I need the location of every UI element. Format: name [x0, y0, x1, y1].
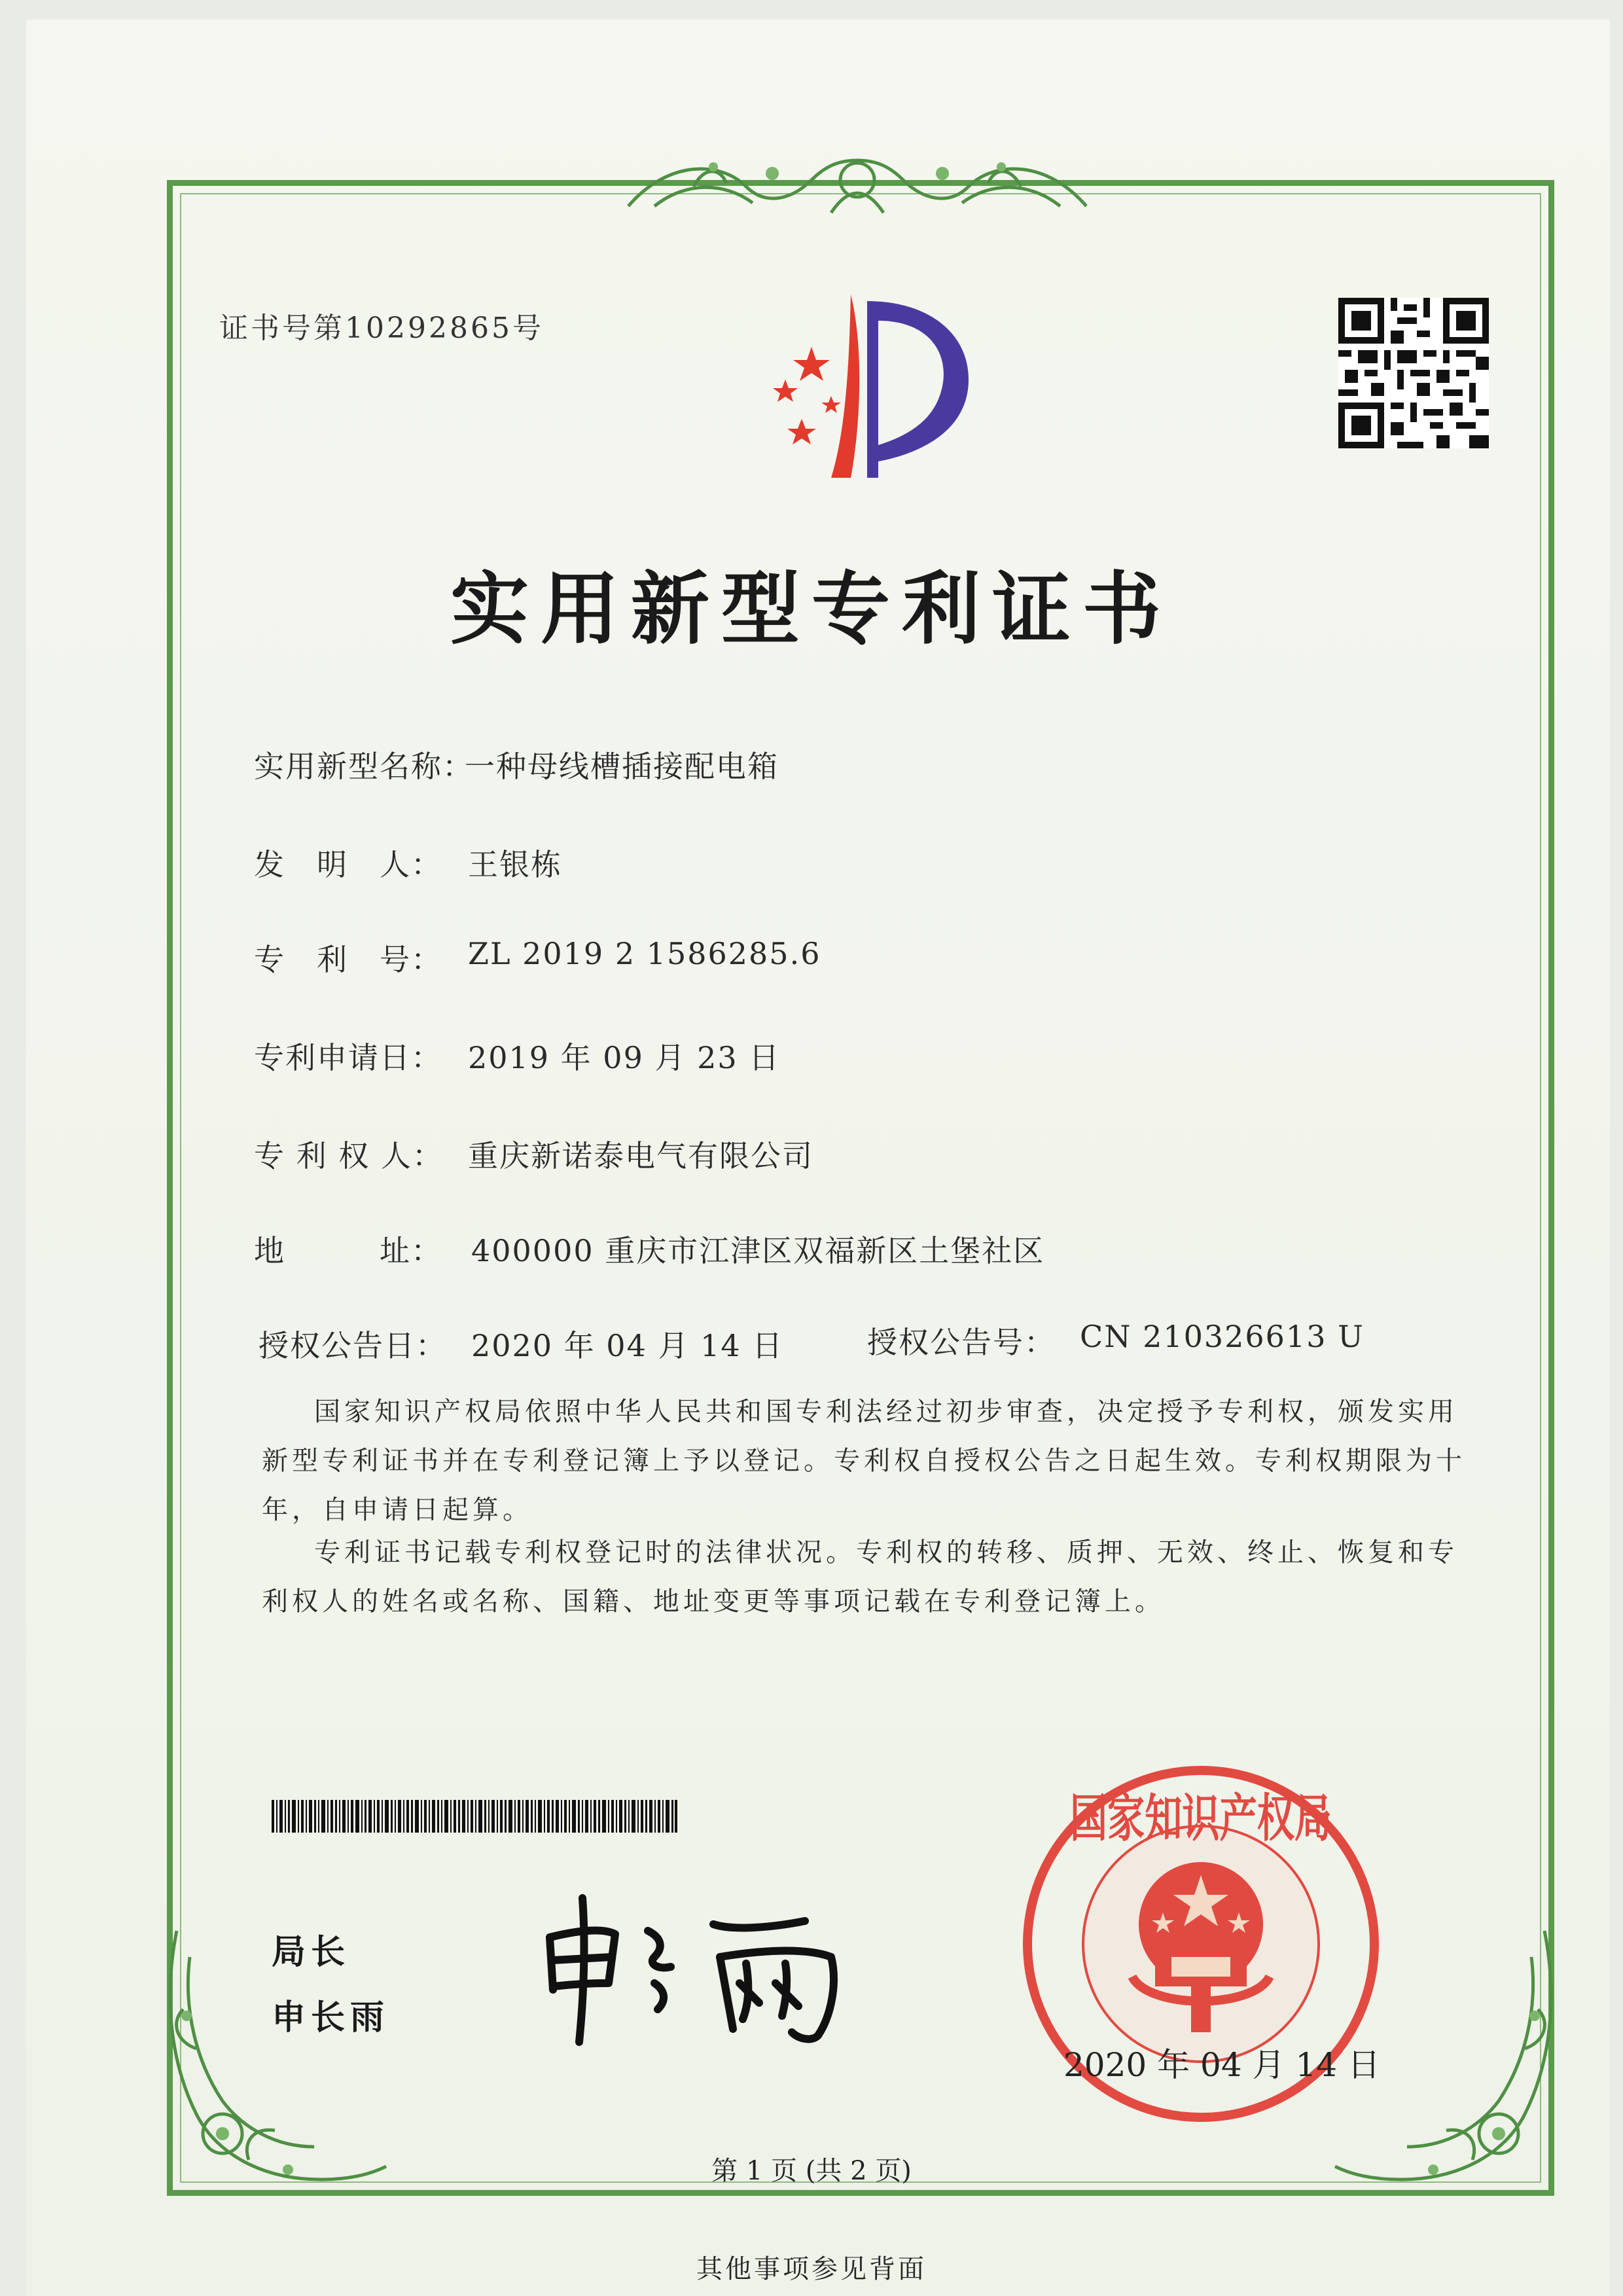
- certificate-number: 证书号第10292865号: [219, 312, 544, 345]
- qr-code-icon: [1338, 298, 1489, 448]
- certificate-title: 实用新型专利证书: [450, 563, 1173, 655]
- field-label-name: 实用新型名称：: [254, 749, 474, 784]
- field-value-announcement-no: CN 210326613 U: [1080, 1319, 1364, 1354]
- field-label-application-date: 专利申请日：: [254, 1040, 442, 1075]
- field-label-grant-date: 授权公告日：: [259, 1328, 447, 1363]
- top-ornament-icon: [615, 134, 1099, 226]
- statement-paragraph-2: 专利证书记载专利权登记时的法律状况。专利权的转移、质押、无效、终止、恢复和专利权人的姓名或名称、国籍、地址变更等事项记载在专利登记簿上。: [262, 1537, 1458, 1617]
- director-name: 申长雨: [272, 1998, 390, 2037]
- seal-date: 2020 年 04 月 14 日: [1063, 2046, 1380, 2084]
- field-label-inventor: 发 明 人：: [254, 847, 442, 882]
- field-value-address: 400000 重庆市江津区双福新区土堡社区: [471, 1233, 1045, 1268]
- page-indicator: 第 1 页 (共 2 页): [711, 2156, 912, 2186]
- field-label-patent-no: 专 利 号：: [254, 942, 442, 977]
- statement-paragraph-1: 国家知识产权局依照中华人民共和国专利法经过初步审查，决定授予专利权，颁发实用新型专利证书并在专利登记簿上予以登记。专利权自授权公告之日起生效。专利权期限为十年，自申请日起算。: [262, 1397, 1466, 1525]
- footer-note: 其他事项参见背面: [696, 2254, 927, 2284]
- signature-icon: [524, 1885, 890, 2055]
- field-label-address: 地 址：: [254, 1233, 442, 1268]
- field-value-patentee: 重庆新诺泰电气有限公司: [468, 1138, 813, 1174]
- seal-text: 国家知识产权局: [1070, 1789, 1332, 1848]
- field-value-patent-no: ZL 2019 2 1586285.6: [468, 936, 821, 971]
- field-value-grant-date: 2020 年 04 月 14 日: [471, 1328, 784, 1363]
- field-value-inventor: 王银栋: [468, 847, 562, 882]
- field-label-patentee: 专 利 权 人：: [254, 1138, 444, 1174]
- field-value-application-date: 2019 年 09 月 23 日: [468, 1040, 781, 1075]
- barcode-icon: [272, 1800, 677, 1833]
- field-label-announcement-no: 授权公告号：: [867, 1325, 1056, 1360]
- cnipa-logo-icon: [733, 281, 995, 491]
- director-title: 局长: [272, 1932, 351, 1972]
- field-value-name: 一种母线槽插接配电箱: [465, 749, 779, 784]
